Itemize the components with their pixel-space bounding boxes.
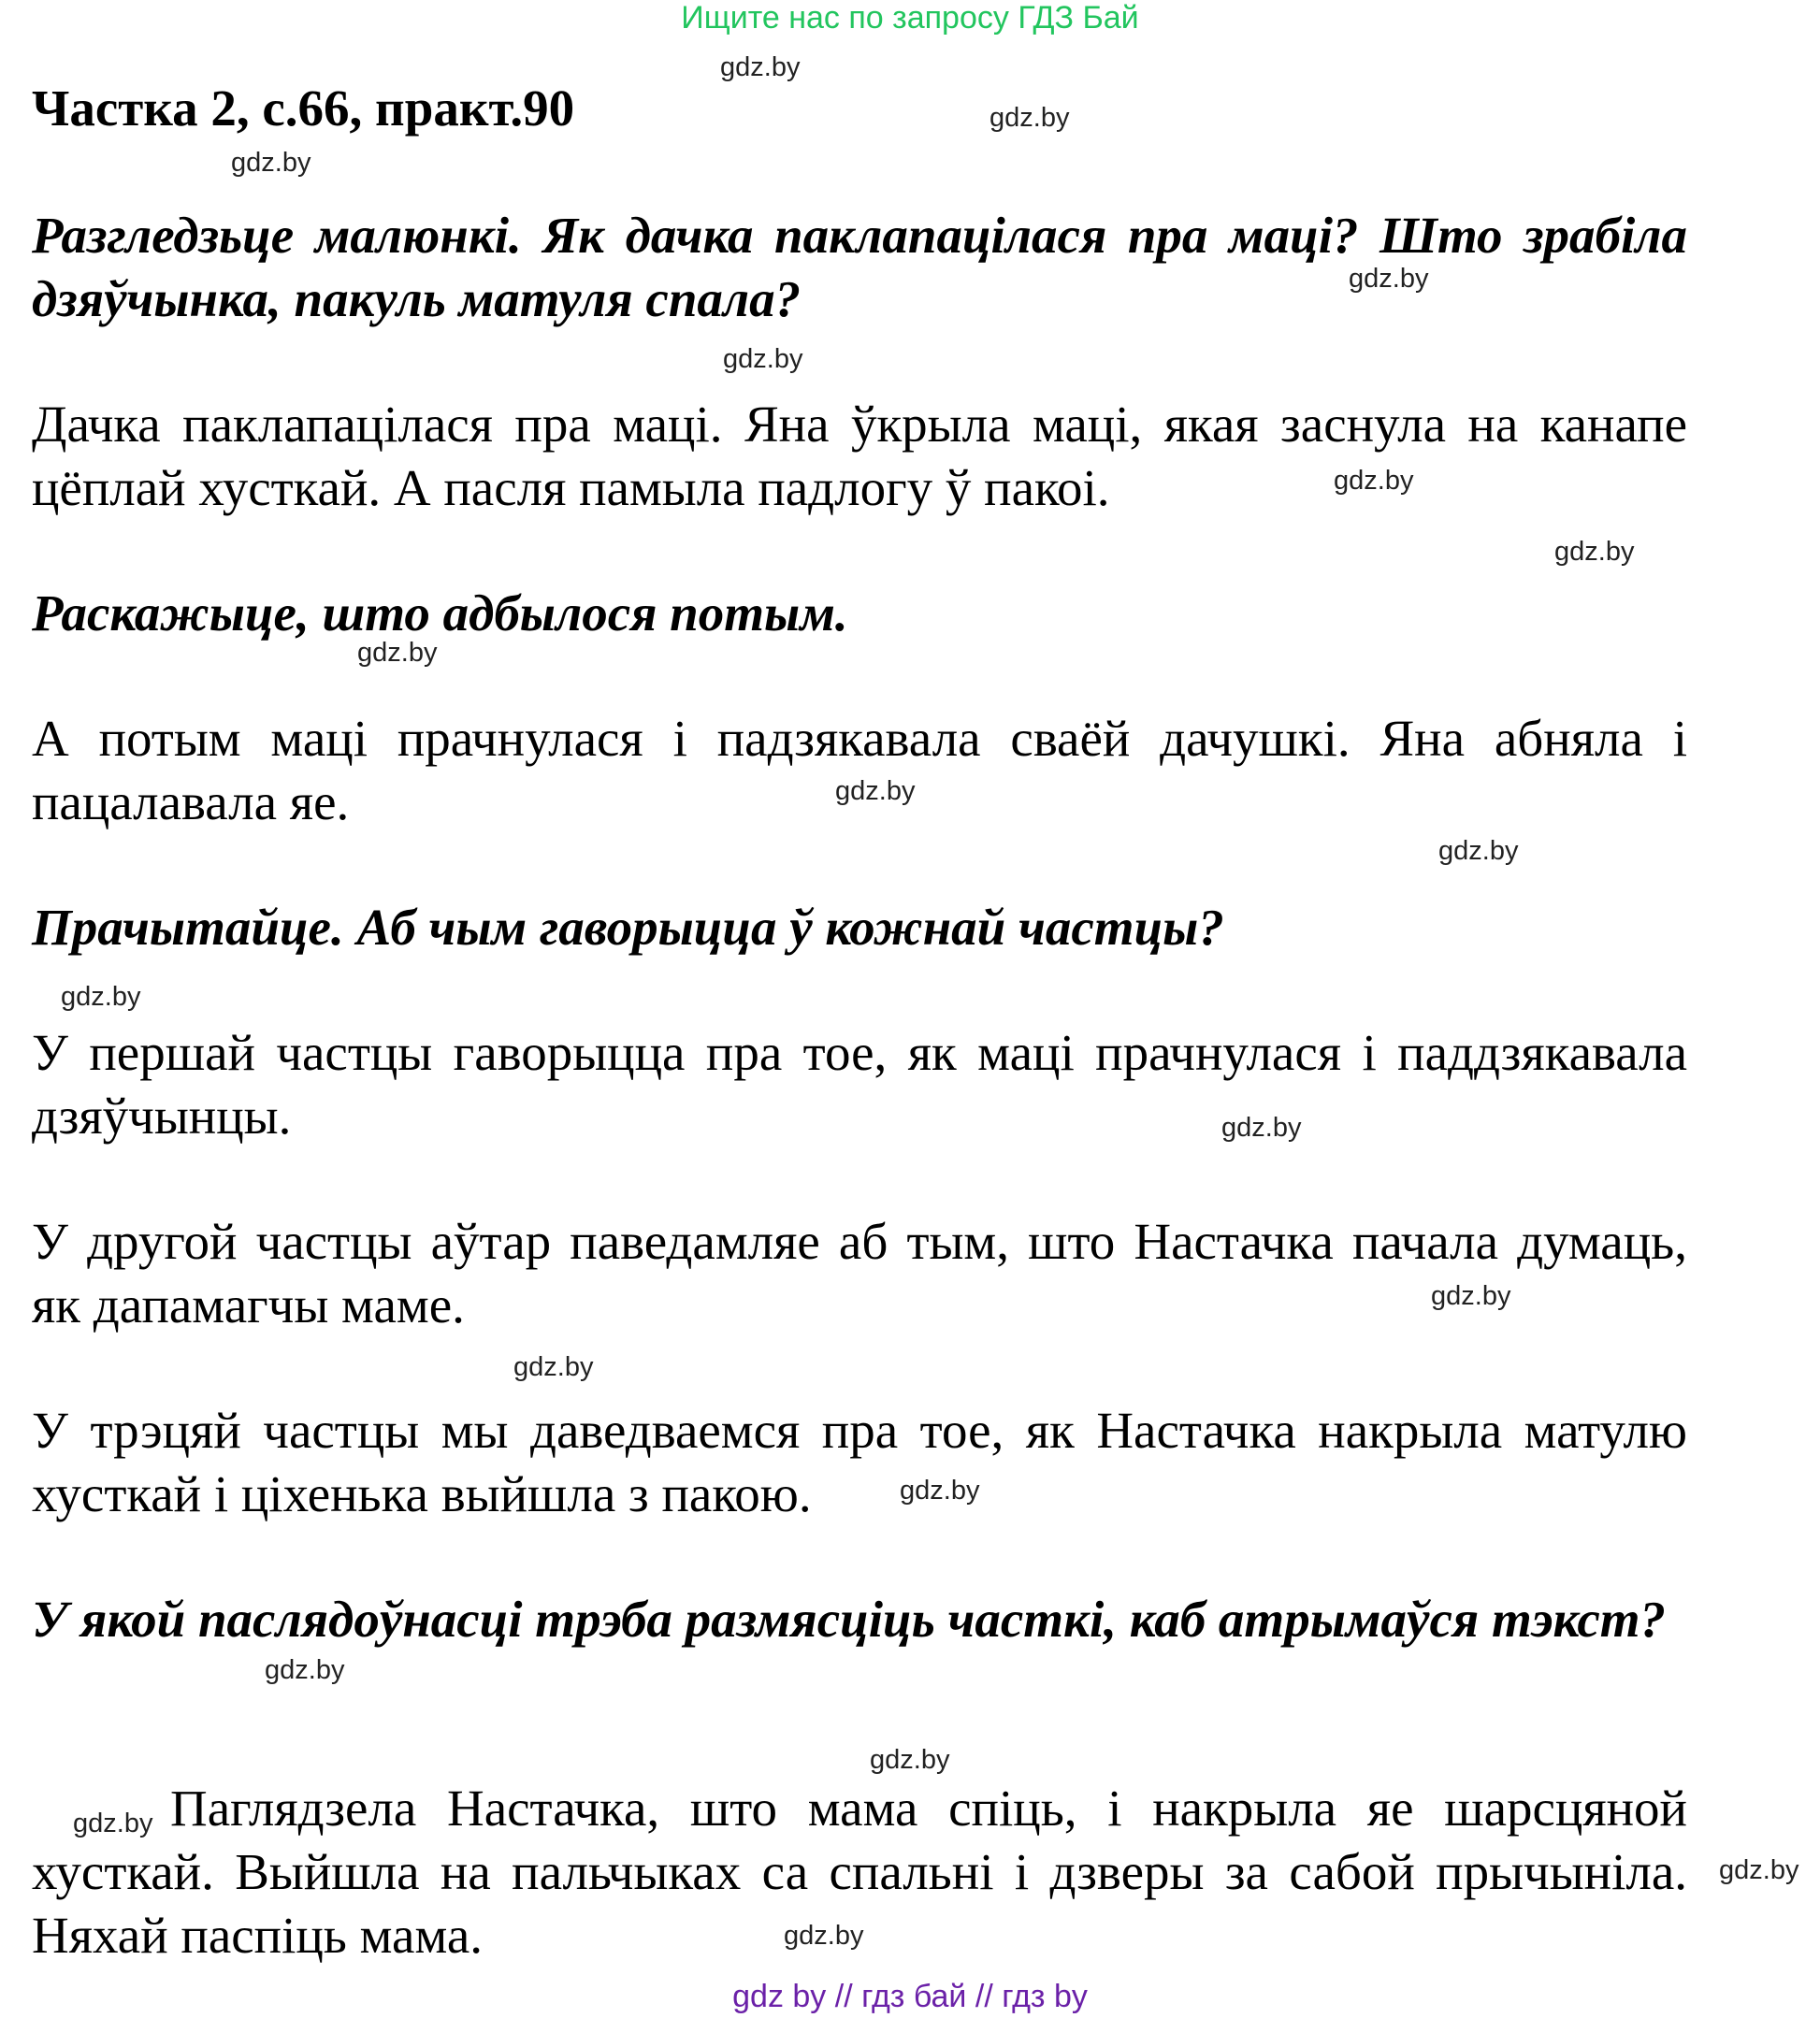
- watermark: gdz.by: [1334, 466, 1414, 496]
- question-2: Раскажыце, што адбылося потым.: [32, 584, 848, 641]
- watermark: gdz.by: [73, 1809, 153, 1838]
- watermark: gdz.by: [989, 103, 1070, 133]
- answer-4: Паглядзела Настачка, што мама спіць, і накрыла яе шарсцяной хусткай. Выйшла на пальчыках са спальні і дзверы за сабой прычыніла. Няхай паспіць мама.: [32, 1780, 1687, 1964]
- answer-2: А потым маці прачнулася і падзякавала сваёй дачушкі. Яна абняла і пацалавала яе.: [32, 710, 1687, 830]
- watermark: gdz.by: [720, 52, 801, 82]
- watermark: gdz.by: [1719, 1855, 1799, 1885]
- question-4: У якой паслядоўнасці трэба размясціць часткі, каб атрымаўся тэкст?: [32, 1591, 1667, 1648]
- answer-3-part-3: У трэцяй частцы мы даведваемся пра тое, як Настачка накрыла матулю хусткай і ціхенька выйшла з пакою.: [32, 1402, 1687, 1522]
- watermark: gdz.by: [61, 982, 141, 1012]
- answer-3-part-1: У першай частцы гаворыцца пра тое, як маці прачнулася і паддзякавала дзяўчынцы.: [32, 1024, 1687, 1145]
- watermark: gdz.by: [870, 1745, 950, 1775]
- question-1: Разгледзьце малюнкі. Як дачка паклапацілася пра маці? Што зрабіла дзяўчынка, пакуль матуля спала?: [32, 207, 1687, 327]
- watermark: gdz.by: [357, 638, 438, 668]
- watermark: gdz.by: [231, 148, 311, 178]
- watermark: gdz.by: [723, 344, 803, 374]
- watermark: gdz.by: [1349, 264, 1429, 294]
- answer-3-part-2: У другой частцы аўтар паведамляе аб тым, што Настачка пачала думаць, як дапамагчы маме.: [32, 1213, 1687, 1333]
- watermark: gdz.by: [1221, 1113, 1302, 1143]
- answer-1: Дачка паклапацілася пра маці. Яна ўкрыла маці, якая заснула на канапе цёплай хусткай. А пасля памыла падлогу ў пакоі.: [32, 396, 1687, 516]
- question-3: Прачытайце. Аб чым гаворыцца ў кожнай частцы?: [32, 899, 1224, 956]
- watermark: gdz.by: [513, 1352, 594, 1382]
- watermark: gdz.by: [1554, 537, 1635, 567]
- watermark: gdz.by: [1438, 836, 1519, 866]
- top-search-hint[interactable]: Ищите нас по запросу ГДЗ Бай: [681, 0, 1139, 36]
- watermark: gdz.by: [900, 1476, 980, 1506]
- watermark: gdz.by: [1431, 1281, 1511, 1311]
- footer-links[interactable]: gdz by // гдз бай // гдз by: [732, 1979, 1088, 2014]
- watermark: gdz.by: [265, 1655, 345, 1685]
- watermark: gdz.by: [835, 776, 916, 806]
- watermark: gdz.by: [784, 1921, 864, 1951]
- page-title: Частка 2, с.66, практ.90: [32, 79, 575, 137]
